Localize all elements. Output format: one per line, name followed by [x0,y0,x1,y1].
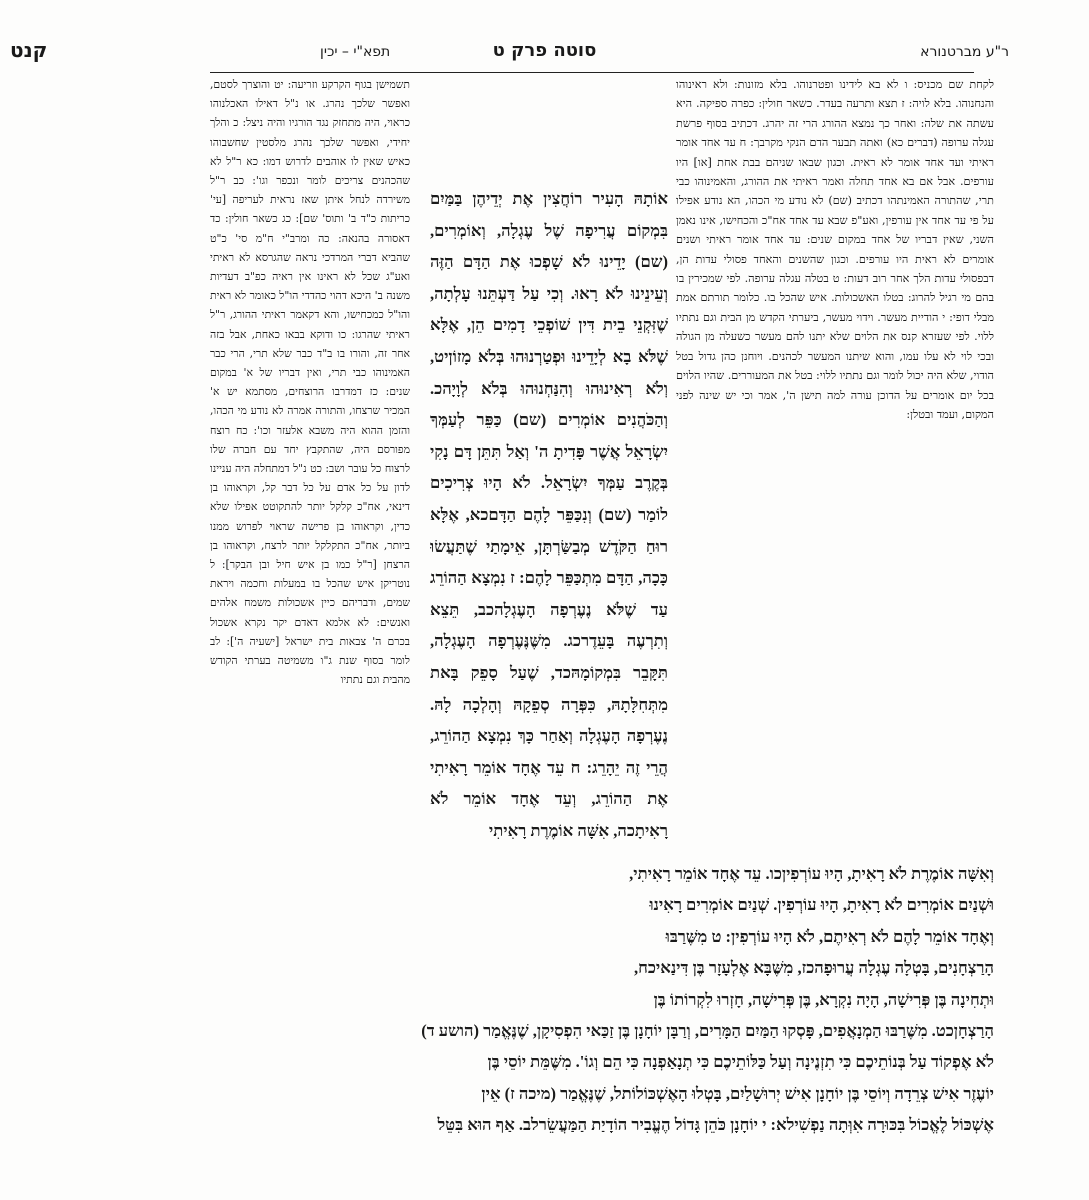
header-commentary-name: תפא"י – יכין [320,44,391,60]
page-number: קנט [10,38,48,62]
tiferet-yisrael-text: תשמישן בגוף הקרקע וזריעה: יט והוצרך לסטם, ואפשר שלכך נהרג. או נ"ל דאילו האכלנוהו כראוי, היה מתחזק נגד הורגיו והיה ניצל: כ והלך יחידי, ואפשר שלכך נהרג מלסטין שחשבוהו כאיש שאין לו אוהבים לדרוש דמו: כא ר"ל לא שהכהנים צריכים לומר ונכפר וגו': כב ר"ל משירדה לנחל איתן שאז נראית לעריפה [עי' כריתות כ"ד ב' ותוס' שם]: כג כשאר חולין: כד דאסורה בהנאה: כה ומרב"י ח"מ סי' כ"ט שהביא דברי המרדכי נראה שהגרסא לא ראיתי ואע"ג שכל לא ראינו אין ראיה כפ"ב דעדיות משנה ב' היכא דהוי כהדדי הו"ל כאומר לא ראית והו"ל כמכחישו, והא דקאמר ראיתי ההורג, ר"ל ראיתי שהרגו: כו ודוקא בבאו כאחת, אבל בזה אחר זה, והורו בו ב"ד כבר שלא תרי, הרי כבר האמינוהו כבי תרי, ואין דבריו של א' במקום שנים: כז דמדרבו הרוצחים, מסתמא יש א' המכיר שרצחו, והתורה אמרה לא נודע מי הכהו, והזמן ההוא היה משבא אלעזר וכו': כח רוצח מפורסם היה, שהתקבץ יחד עם חברה שלו לרצוח כל עובר ושב: כט נ"ל דמתחלה היה עניינו לדון על כל אדם על כל דבר קל, וקראוהו בן דינאי, אח"כ קלקל יותר להתקוטט אפילו שלא כדין, וקראוהו בן פרישה שראוי לפרוש ממנו ביותר, אח"כ התקלקל יותר לרצח, וקראוהו בן הרצחן [ר"ל כמו בן איש חיל ובן הבקר]: ל נוטריקן איש שהכל בו במעלות וחכמה ויראת שמים, ודבריהם כיין אשכולות משמח אלהים ואנשים: לא אלמא דאדם יקר נקרא אשכול בכרם ה' צבאות בית ישראל [ישעיה ה']: לב לומר בסוף שנת ג"ו משמיטה בערתי הקודש מהבית וגם נתתיו [210,78,410,687]
mishnah-full-width-block [210,858,994,1178]
header-title: סוטה פרק ט [492,40,597,61]
mishnah-line: וְאִשָּׁה אוֹמֶרֶת לֹא רָאִיתָ, הָיוּ עוֹרְפִיןכו. עֵד אֶחָד אוֹמֵר רָאִיתִי, [629,864,994,883]
mishnah-main-text: אוֹתָהּ הָעִיר רוֹחֲצִין אֶת יְדֵיהֶן בַּמַּיִם בִּמְקוֹם עֲרִיפָה שֶׁל עֶגְלָה, וְאוֹמְרִים, (שם) יָדֵינוּ לֹא שָׁפְכוּ אֶת הַדָּם הַזֶּה וְעֵינֵינוּ לֹא רָאוּ. וְכִי עַל דַּעְתֵּנוּ עָלְתָה, שֶׁזִּקְנֵי בֵית דִּין שׁוֹפְכֵי דָמִים הֵן, אֶלָּא שֶׁלֹּא בָא לְיָדֵינוּ וּפְטַרְנוּהוּ בְּלֹא מָזוֹןיט, וְלֹא רְאִינוּהוּ וְהִנַּחְנוּהוּ בְּלֹא לְוָיָהכ. וְהַכֹּהֲנִים אוֹמְרִים (שם) כַּפֵּר לְעַמְּךָ יִשְׂרָאֵל אֲשֶׁר פָּדִיתָ ה' וְאַל תִּתֵּן דָּם נָקִי בְּקֶרֶב עַמְּךָ יִשְׂרָאֵל. לֹא הָיוּ צְרִיכִים לוֹמַר (שם) וְנִכַּפֵּר לָהֶם הַדָּםכא, אֶלָּא רוּחַ הַקֹּדֶשׁ מְבַשַּׂרְתָּן, אֵימָתַי שֶׁתַּעֲשׂוּ כָּכָה, הַדָּם מִתְכַּפֵּר לָהֶם: ז נִמְצָא הַהוֹרֵג עַד שֶׁלֹּא נֶעֶרְפָה הָעֶגְלָהכב, תֵּצֵא וְתִרְעֶה בָּעֵדֶרכג. מִשֶּׁנֶּעֶרְפָה הָעֶגְלָה, תִּקָּבֵר בִּמְקוֹמָהּכד, שֶׁעַל סָפֵק בָּאת מִתְּחִלָּתָהּ, כִּפְּרָה סְפֵקָהּ וְהָלְכָה לָהּ. נֶעֶרְפָה הָעֶגְלָה וְאַחַר כָּךְ נִמְצָא הַהוֹרֵג, הֲרֵי זֶה יֵהָרֵג: ח עֵד אֶחָד אוֹמֵר רָאִיתִי אֶת הַהוֹרֵג, וְעֵד אֶחָד אוֹמֵר לֹא רָאִיתָכה, אִשָּׁה אוֹמֶרֶת רָאִיתִי [430,189,668,840]
mishnah-line: הָרַצְחָןכט. מִשֶּׁרַבּוּ הַמְנָאֲפִים, פָּסְקוּ הַמַּיִם הַמָּרִים, וְרַבָּן יוֹחָנָן בֶּן זַכַּאי הִפְסִיקָן, שֶׁנֶּאֱמַר (הושע ד) [421,1021,994,1041]
mishnah-line: וְאֶחָד אוֹמֵר לָהֶם לֹא רְאִיתֶם, לֹא הָיוּ עוֹרְפִין: ט מִשֶּׁרַבּוּ [665,926,994,946]
mishnah-line: יוֹעֶזֶר אִישׁ צְרֵדָה וְיוֹסֵי בֶּן יוֹחָנָן אִישׁ יְרוּשָׁלַיִם, בָּטְלוּ הָאֶשְׁכּוֹלוֹתל, שֶׁנֶּאֱמַר (מיכה ז) אֵין [481,1083,994,1103]
mishnah-line: אֶשְׁכּוֹל לֶאֱכוֹל בִּכּוּרָה אִוְּתָה נַפְשִׁילא: י יוֹחָנָן כֹּהֵן גָּדוֹל הֶעֱבִיר הוֹדָיַת הַמַּעֲשֵׂרלב. אַף הוּא בִּטֵּל [437,1115,994,1135]
mishnah-line: הָרַצְחָנִים, בָּטְלָה עֶגְלָה עֲרוּפָהכז, מִשֶּׁבָּא אֶלְעָזָר בֶּן דִּינַאיכח, [633,958,994,978]
bartenura-commentary-column [676,75,994,857]
bartenura-commentary-text: לקחת שם מכניס: ו לא בא לידינו ופטרנוהו. בלא מזונות: ולא ראינוהו והנחנוהו. בלא לויה: ז תצא ותרעה בעדר. כשאר חולין: כפרה ספיקה. היא עשתה את שלה: ואחר כך נמצא ההורג הרי זה יהרג. דכתיב בסוף פרשת עגלה ערופה (דברים כא) ואתה תבער הדם הנקי מקרבך: ח עד אחד אומר ראיתי ועד אחד אומר לא ראית. וכגון שבאו שניהם בבת אחת [או] היו עורפים. אבל אם בא אחד תחלה ואמר ראיתי את ההורג, והאמינוהו כבי תרי, שהתורה האמינתהו דכתיב (שם) לא נודע מי הכהו, הא נודע אפילו על פי עד אחד אין עורפין, ואע"פ שבא עד אחד אח"כ והכחישו, אינו נאמן השני, שאין דבריו של אחד במקום שנים: עד אחד אומר ראיתי ושנים אומרים לא ראית היו עורפים. וכגון שהשנים והאחד פסולי עדות הן, דבפסולי עדות הלך אחר רוב דעות: ט בטלה עגלה ערופה. לפי שמכירין בו בהם מי רגיל להרוג: בטלו האשכולות. איש שהכל בו. כלומר תורתם אמת מבלי דופי: י הודיית מעשר. וידוי מעשר, ביערתי הקדש מן הבית וגם נתתיו ללוי. לפי שעזרא קנס את הלוים שלא יתנו להם מעשר כשעלה מן הגולה ובכי לוי לא עלו עמו, והוא שיתנו המעשר לכהנים. ויוחנן כהן גדול בטל הודוי, שלא היה יכול לומר וגם נתתיו ללוי: בטל את המעוררים. שהיו הלוים בכל יום אומרים על הדוכן עורה למה תישן ה', אמר וכי יש שינה לפני המקום, ועמד ובטלן: [676,78,994,421]
header-rule [210,72,974,73]
tiferet-yisrael-column [210,75,410,880]
page-header [10,38,1009,68]
mishnah-line: וּשְׁנַיִם אוֹמְרִים לֹא רָאִיתָ, הָיוּ עוֹרְפִין. שְׁנַיִם אוֹמְרִים רָאִינוּ [649,895,994,915]
mishnah-line: וּתְחִינָה בֶּן פְּרִישָׁה, הָיָה נִקְרָא, בֶּן פְּרִישָׁה, חָזְרוּ לִקְרוֹתוֹ בֶּן [653,989,994,1009]
header-commentator: ר"ע מברטנורא [920,44,1009,60]
mishnah-main-column [430,183,668,858]
mishnah-line: לֹא אֶפְקוֹד עַל בְּנוֹתֵיכֶם כִּי תִזְנֶינָה וְעַל כַּלּוֹתֵיכֶם כִּי תְנָאַפְנָה כִּי הֵם וְגוֹ'. מִשֶּׁמֵּת יוֹסֵי בֶּן [487,1052,994,1072]
